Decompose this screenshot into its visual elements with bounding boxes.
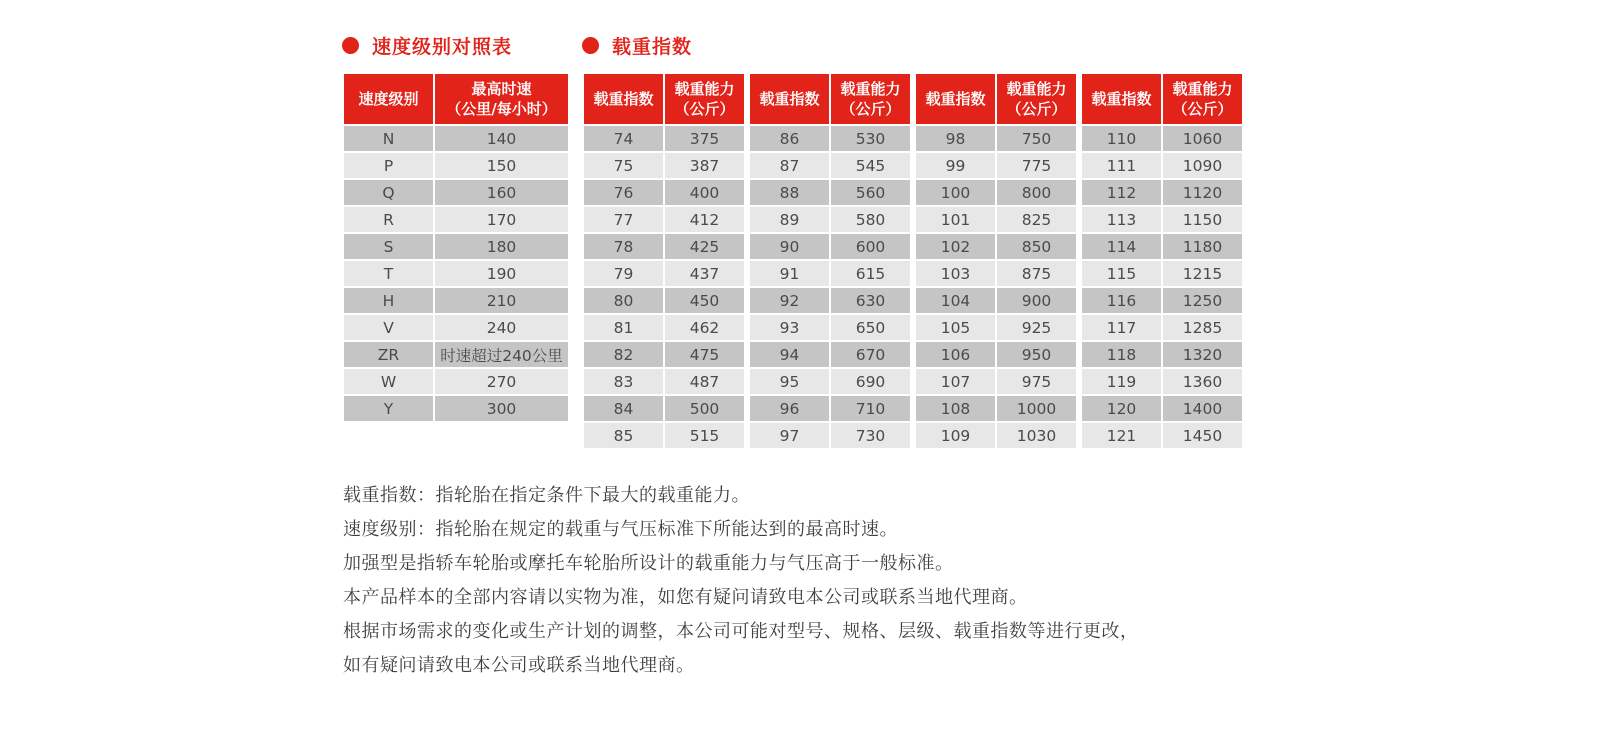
section-bullet-icon	[342, 37, 359, 54]
table-row	[750, 180, 910, 205]
table-cell: 670	[831, 342, 910, 367]
table-cell: 475	[665, 342, 744, 367]
table-cell: 140	[435, 126, 568, 151]
table-cell: 560	[831, 180, 910, 205]
table-row	[750, 288, 910, 313]
table-row	[916, 396, 1076, 421]
table-cell: 99	[916, 153, 995, 178]
table-cell: 1320	[1163, 342, 1242, 367]
table-cell: ZR	[344, 342, 433, 367]
table-cell: 121	[1082, 423, 1161, 448]
table-row	[750, 126, 910, 151]
table-row	[584, 180, 744, 205]
table-cell: 97	[750, 423, 829, 448]
table-cell: 110	[1082, 126, 1161, 151]
table-cell: 81	[584, 315, 663, 340]
table-cell: 210	[435, 288, 568, 313]
table-row	[916, 315, 1076, 340]
max-speed-header-cell	[435, 74, 568, 124]
max-speed-header-line2: （公里/每小时）	[446, 100, 557, 118]
table-cell: 78	[584, 234, 663, 259]
load-capacity-header-cell	[831, 74, 910, 124]
table-cell: 650	[831, 315, 910, 340]
table-cell: 118	[1082, 342, 1161, 367]
load-index-section	[582, 32, 1244, 450]
table-cell: 690	[831, 369, 910, 394]
table-cell: 107	[916, 369, 995, 394]
table-row	[916, 261, 1076, 286]
note-line: 加强型是指轿车轮胎或摩托车轮胎所设计的载重能力与气压高于一般标准。	[343, 553, 954, 574]
table-cell: 975	[997, 369, 1076, 394]
table-header-row	[584, 74, 744, 124]
load-index-table-group-1	[582, 72, 746, 450]
speed-rating-section	[342, 32, 570, 423]
table-cell: 160	[435, 180, 568, 205]
load-capacity-header-cell	[997, 74, 1076, 124]
table-row	[344, 207, 568, 232]
table-row	[344, 126, 568, 151]
table-cell: 92	[750, 288, 829, 313]
footnotes-block	[343, 479, 1139, 683]
load-table-body	[916, 126, 1076, 448]
table-cell: 114	[1082, 234, 1161, 259]
table-cell: 95	[750, 369, 829, 394]
table-cell: 730	[831, 423, 910, 448]
table-cell: 1120	[1163, 180, 1242, 205]
section-bullet-icon	[582, 37, 599, 54]
table-cell: 104	[916, 288, 995, 313]
table-cell: 437	[665, 261, 744, 286]
table-cell: 时速超过240公里	[435, 342, 568, 367]
table-cell: 775	[997, 153, 1076, 178]
table-row	[1082, 126, 1242, 151]
table-cell: N	[344, 126, 433, 151]
table-cell: S	[344, 234, 433, 259]
load-table-body	[1082, 126, 1242, 448]
load-index-header-cell: 载重指数	[916, 74, 995, 124]
table-cell: Y	[344, 396, 433, 421]
table-row	[584, 369, 744, 394]
table-row	[916, 423, 1076, 448]
table-row	[750, 423, 910, 448]
table-row	[584, 126, 744, 151]
table-cell: 825	[997, 207, 1076, 232]
table-cell: 850	[997, 234, 1076, 259]
table-row	[916, 126, 1076, 151]
table-row	[584, 342, 744, 367]
table-row	[750, 396, 910, 421]
load-index-table-groups	[582, 72, 1244, 450]
table-row	[344, 315, 568, 340]
table-cell: H	[344, 288, 433, 313]
speed-rating-header-cell: 速度级别	[344, 74, 433, 124]
load-index-header-cell: 载重指数	[584, 74, 663, 124]
table-cell: 1180	[1163, 234, 1242, 259]
table-cell: 487	[665, 369, 744, 394]
table-header-row	[750, 74, 910, 124]
table-row	[1082, 234, 1242, 259]
table-cell: 88	[750, 180, 829, 205]
table-cell: 103	[916, 261, 995, 286]
table-row	[1082, 261, 1242, 286]
table-header-row	[344, 74, 568, 124]
table-cell: 89	[750, 207, 829, 232]
table-cell: 900	[997, 288, 1076, 313]
table-row	[1082, 180, 1242, 205]
table-cell: 1215	[1163, 261, 1242, 286]
table-cell: 120	[1082, 396, 1161, 421]
table-cell: 300	[435, 396, 568, 421]
table-cell: 875	[997, 261, 1076, 286]
table-cell: 111	[1082, 153, 1161, 178]
table-row	[584, 153, 744, 178]
speed-table-title	[342, 32, 570, 58]
table-row	[1082, 423, 1242, 448]
load-table-title-text: 载重指数	[612, 35, 693, 58]
table-row	[344, 342, 568, 367]
load-capacity-header-line2: （公斤）	[674, 100, 735, 118]
table-cell: 580	[831, 207, 910, 232]
table-cell: 93	[750, 315, 829, 340]
table-row	[750, 369, 910, 394]
table-row	[916, 207, 1076, 232]
load-capacity-header-line1: 载重能力	[1006, 80, 1067, 98]
load-index-table-group-3	[914, 72, 1078, 450]
table-cell: 119	[1082, 369, 1161, 394]
table-cell: 86	[750, 126, 829, 151]
table-cell: 98	[916, 126, 995, 151]
table-row	[750, 234, 910, 259]
note-line: 如有疑问请致电本公司或联系当地代理商。	[343, 655, 695, 676]
speed-rating-table	[342, 72, 570, 423]
load-table-header	[916, 74, 1076, 124]
table-cell: 545	[831, 153, 910, 178]
table-row	[584, 315, 744, 340]
table-cell: 925	[997, 315, 1076, 340]
table-cell: 106	[916, 342, 995, 367]
table-cell: 1150	[1163, 207, 1242, 232]
table-cell: V	[344, 315, 433, 340]
table-row	[344, 369, 568, 394]
table-cell: 100	[916, 180, 995, 205]
table-row	[750, 342, 910, 367]
load-table-body	[750, 126, 910, 448]
load-table-header	[750, 74, 910, 124]
table-cell: 75	[584, 153, 663, 178]
table-row	[584, 207, 744, 232]
table-cell: 87	[750, 153, 829, 178]
table-cell: P	[344, 153, 433, 178]
table-cell: 630	[831, 288, 910, 313]
load-capacity-header-line2: （公斤）	[840, 100, 901, 118]
table-row	[344, 234, 568, 259]
table-cell: 1090	[1163, 153, 1242, 178]
table-row	[916, 153, 1076, 178]
load-capacity-header-line2: （公斤）	[1006, 100, 1067, 118]
speed-table-header	[344, 74, 568, 124]
table-cell: 77	[584, 207, 663, 232]
table-cell: 530	[831, 126, 910, 151]
table-cell: 96	[750, 396, 829, 421]
table-cell: 412	[665, 207, 744, 232]
table-row	[584, 396, 744, 421]
table-row	[916, 234, 1076, 259]
table-cell: T	[344, 261, 433, 286]
table-cell: 76	[584, 180, 663, 205]
table-cell: 79	[584, 261, 663, 286]
table-cell: 74	[584, 126, 663, 151]
table-cell: W	[344, 369, 433, 394]
table-cell: 710	[831, 396, 910, 421]
table-row	[1082, 207, 1242, 232]
load-index-table-group-4	[1080, 72, 1244, 450]
load-capacity-header-line1: 载重能力	[674, 80, 735, 98]
table-cell: Q	[344, 180, 433, 205]
table-row	[1082, 153, 1242, 178]
table-cell: 150	[435, 153, 568, 178]
max-speed-header-line1: 最高时速	[471, 80, 532, 98]
table-row	[584, 261, 744, 286]
table-cell: 750	[997, 126, 1076, 151]
load-table-body	[584, 126, 744, 448]
table-row	[916, 342, 1076, 367]
load-index-header-cell: 载重指数	[750, 74, 829, 124]
table-cell: 190	[435, 261, 568, 286]
table-cell: 450	[665, 288, 744, 313]
table-row	[1082, 342, 1242, 367]
load-table-title	[582, 32, 1244, 58]
load-capacity-header-cell	[1163, 74, 1242, 124]
table-cell: 240	[435, 315, 568, 340]
table-cell: 400	[665, 180, 744, 205]
speed-table-title-text: 速度级别对照表	[372, 35, 513, 58]
table-cell: 90	[750, 234, 829, 259]
table-cell: 84	[584, 396, 663, 421]
load-capacity-header-line1: 载重能力	[1172, 80, 1233, 98]
table-cell: 115	[1082, 261, 1161, 286]
note-line: 根据市场需求的变化或生产计划的调整，本公司可能对型号、规格、层级、载重指数等进行更改，	[343, 621, 1139, 642]
table-cell: 109	[916, 423, 995, 448]
table-cell: R	[344, 207, 433, 232]
note-line: 载重指数：指轮胎在指定条件下最大的载重能力。	[343, 485, 750, 506]
table-cell: 85	[584, 423, 663, 448]
load-index-table-group-2	[748, 72, 912, 450]
table-row	[1082, 288, 1242, 313]
table-cell: 515	[665, 423, 744, 448]
table-cell: 425	[665, 234, 744, 259]
table-row	[916, 288, 1076, 313]
table-cell: 950	[997, 342, 1076, 367]
table-row	[344, 288, 568, 313]
table-cell: 170	[435, 207, 568, 232]
table-row	[344, 261, 568, 286]
table-row	[916, 180, 1076, 205]
table-row	[1082, 315, 1242, 340]
table-cell: 462	[665, 315, 744, 340]
table-row	[750, 315, 910, 340]
table-cell: 600	[831, 234, 910, 259]
table-cell: 1060	[1163, 126, 1242, 151]
table-row	[584, 288, 744, 313]
table-cell: 108	[916, 396, 995, 421]
table-cell: 180	[435, 234, 568, 259]
table-cell: 500	[665, 396, 744, 421]
note-line: 本产品样本的全部内容请以实物为准，如您有疑问请致电本公司或联系当地代理商。	[343, 587, 1028, 608]
table-cell: 800	[997, 180, 1076, 205]
table-cell: 270	[435, 369, 568, 394]
table-cell: 80	[584, 288, 663, 313]
load-table-header	[584, 74, 744, 124]
table-row	[1082, 396, 1242, 421]
table-row	[916, 369, 1076, 394]
table-row	[750, 207, 910, 232]
table-cell: 105	[916, 315, 995, 340]
table-cell: 1250	[1163, 288, 1242, 313]
load-capacity-header-line2: （公斤）	[1172, 100, 1233, 118]
table-cell: 102	[916, 234, 995, 259]
table-cell: 387	[665, 153, 744, 178]
table-cell: 1360	[1163, 369, 1242, 394]
table-cell: 94	[750, 342, 829, 367]
load-capacity-header-cell	[665, 74, 744, 124]
table-cell: 1030	[997, 423, 1076, 448]
table-cell: 117	[1082, 315, 1161, 340]
table-cell: 1285	[1163, 315, 1242, 340]
table-cell: 83	[584, 369, 663, 394]
load-index-header-cell: 载重指数	[1082, 74, 1161, 124]
table-header-row	[1082, 74, 1242, 124]
table-cell: 615	[831, 261, 910, 286]
speed-table-body	[344, 126, 568, 421]
table-row	[344, 396, 568, 421]
table-row	[750, 261, 910, 286]
table-row	[344, 153, 568, 178]
table-row	[344, 180, 568, 205]
table-cell: 113	[1082, 207, 1161, 232]
table-cell: 1450	[1163, 423, 1242, 448]
table-row	[584, 234, 744, 259]
table-cell: 82	[584, 342, 663, 367]
table-cell: 91	[750, 261, 829, 286]
table-cell: 116	[1082, 288, 1161, 313]
load-table-header	[1082, 74, 1242, 124]
table-cell: 101	[916, 207, 995, 232]
load-capacity-header-line1: 载重能力	[840, 80, 901, 98]
table-row	[750, 153, 910, 178]
note-line: 速度级别：指轮胎在规定的载重与气压标准下所能达到的最高时速。	[343, 519, 898, 540]
table-header-row	[916, 74, 1076, 124]
table-cell: 1000	[997, 396, 1076, 421]
table-cell: 1400	[1163, 396, 1242, 421]
table-cell: 375	[665, 126, 744, 151]
table-row	[584, 423, 744, 448]
table-row	[1082, 369, 1242, 394]
table-cell: 112	[1082, 180, 1161, 205]
